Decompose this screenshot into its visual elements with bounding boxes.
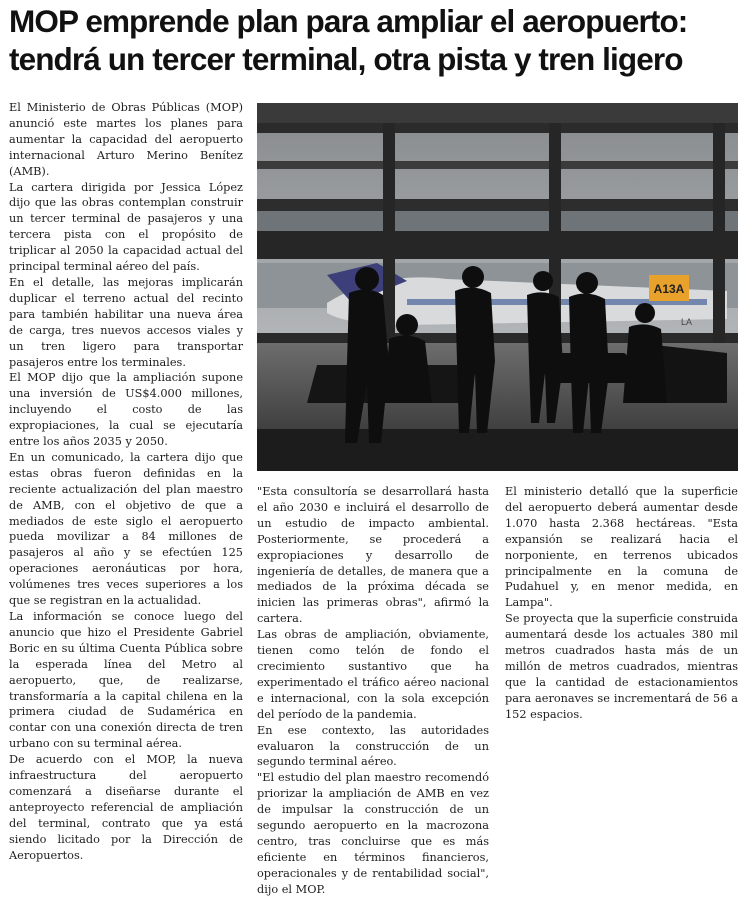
paragraph: El MOP dijo que la ampliación supone una inversión de US$4.000 millones, incluyendo el costo de las expropiaciones, la cual se ejecutaría entre los años 2035 y 2050. bbox=[9, 371, 243, 449]
airport-terminal-photo bbox=[257, 103, 738, 471]
paragraph: En ese contexto, las autoridades evaluaron la construcción de un segundo terminal aéreo. bbox=[257, 723, 489, 769]
headline bbox=[9, 2, 744, 78]
paragraph: El Ministerio de Obras Públicas (MOP) anunció este martes los planes para aumentar la capacidad del aeropuerto internacional Arturo Merino Benítez (AMB). bbox=[9, 101, 243, 178]
paragraph: El ministerio detalló que la superficie del aeropuerto deberá aumentar desde 1.070 hasta 2.368 hectáreas. "Esta expansión se realizará hacia el norponiente, en terrenos ubicados principalmente en la comuna de Pudahuel y, en menor medida, en Lampa". bbox=[505, 485, 738, 610]
paragraph: La cartera dirigida por Jessica López dijo que las obras contemplan construir un tercer terminal de pasajeros y una tercera pista con el propósito de triplicar al 2050 la capacidad actual del principal terminal aéreo del país. bbox=[9, 180, 243, 274]
paragraph: Se proyecta que la superficie construida aumentará desde los actuales 380 mil metros cuadrados hasta más de un millón de metros cuadrados, mientras que la cantidad de estacionamientos para aeronaves se incrementará de 56 a 152 espacios. bbox=[505, 612, 738, 721]
article-column-3 bbox=[505, 484, 738, 723]
paragraph: En el detalle, las mejoras implicarán duplicar el terreno actual del recinto para también habilitar una nueva área de carga, tres nuevos accesos viales y un tren ligero para transportar pasajeros entre los terminales. bbox=[9, 275, 243, 369]
paragraph: La información se conoce luego del anuncio que hizo el Presidente Gabriel Boric en su última Cuenta Pública sobre la esperada línea del Metro al aeropuerto, que, de realizarse, transformaría a la capital chilena en la primera ciudad de Sudamérica en contar con una conexión directa de tren urbano con su terminal aérea. bbox=[9, 610, 243, 751]
article-column-2 bbox=[257, 484, 489, 898]
paragraph: "El estudio del plan maestro recomendó priorizar la ampliación de AMB en vez de impulsar la construcción de un segundo aeropuerto en la macrozona centro, tras concluirse que es más eficiente en términos financieros, operacionales y de rentabilidad social", dijo el MOP. bbox=[257, 771, 489, 896]
headline-line-1: MOP emprende plan para ampliar el aeropuerto: bbox=[9, 3, 688, 39]
window-lettering: LA bbox=[681, 317, 693, 327]
paragraph: Las obras de ampliación, obviamente, tienen como telón de fondo el crecimiento sustantivo que ha experimentado el tráfico aéreo nacional e internacional, con la sola excepción del período de la pandemia. bbox=[257, 628, 489, 721]
paragraph: En un comunicado, la cartera dijo que estas obras fueron definidas en la reciente actualización del plan maestro de AMB, con el objetivo de que a mediados de este siglo el aeropuerto pueda movilizar a 84 millones de pasajeros al año y se efectúen 125 operaciones aeronáuticas por hora, volúmenes tres veces superiores a los que se registran en la actualidad. bbox=[9, 450, 243, 608]
gate-sign-text: A13A bbox=[653, 282, 685, 296]
headline-line-2: tendrá un tercer terminal, otra pista y tren ligero bbox=[9, 41, 683, 77]
article-column-1 bbox=[9, 100, 243, 864]
paragraph: De acuerdo con el MOP, la nueva infraestructura del aeropuerto comenzará a diseñarse durante el anteproyecto referencial de ampliación del terminal, contrato que ya está siendo licitado por la Dirección de Aeropuertos. bbox=[9, 753, 243, 862]
paragraph: "Esta consultoría se desarrollará hasta el año 2030 e incluirá el desarrollo de un estudio de impacto ambiental. Posteriormente, se procederá a expropiaciones y desarrollo de ingeniería de detalles, de manera que a mediados de la próxima década se inicien las primeras obras", afirmó la cartera. bbox=[257, 485, 489, 626]
